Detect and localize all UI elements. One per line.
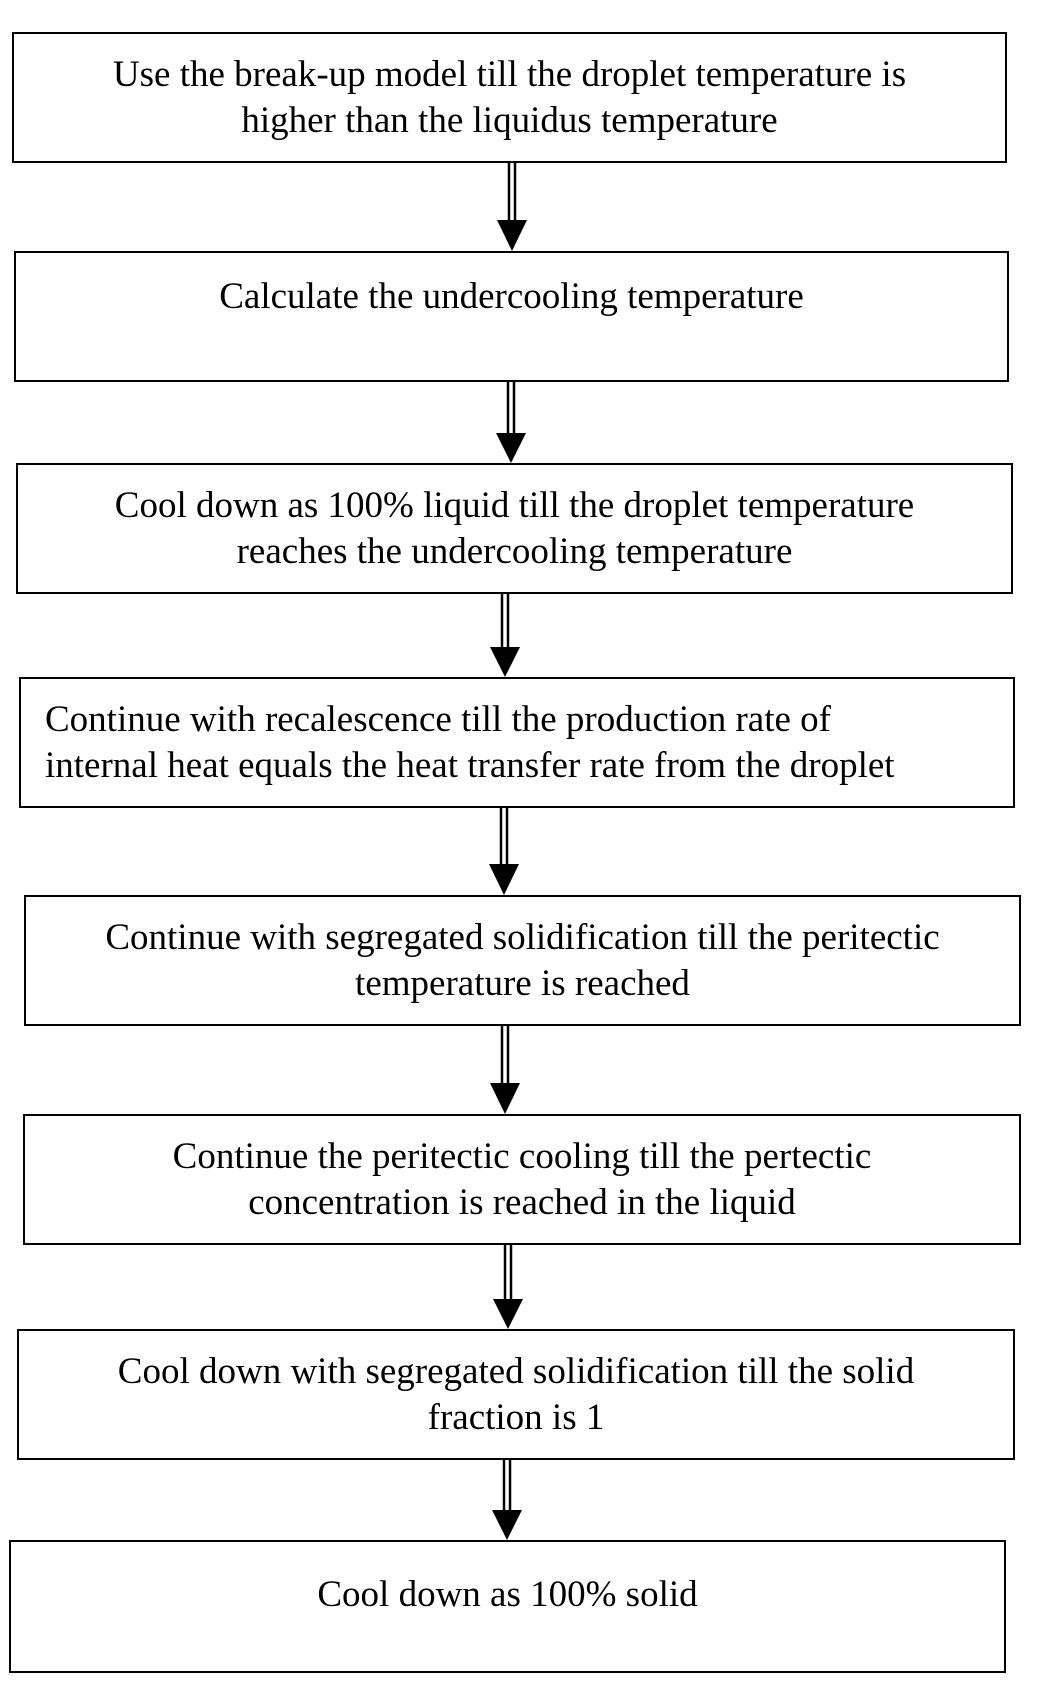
down-double-arrow-2 [491,382,531,464]
flow-step-2-box [14,251,1009,382]
flow-step-4-text: Continue with recalescence till the production rate of internal heat equals the heat transfer rate from the droplet [45,698,895,786]
flow-step-5-text: Continue with segregated solidification till the peritectic temperature is reached [105,916,940,1004]
down-double-arrow-6 [488,1245,528,1330]
down-double-arrow-3 [485,594,525,678]
down-double-arrow-4 [484,808,524,896]
flow-step-4-box [19,677,1015,808]
flow-step-1-text: Use the break-up model till the droplet temperature is higher than the liquidus temperature [112,53,907,141]
flow-step-8-box [9,1540,1006,1673]
down-double-arrow-5 [485,1026,525,1115]
flow-step-2-text: Calculate the undercooling temperature [219,275,804,317]
flow-step-1-box [12,32,1007,163]
flow-step-8-text: Cool down as 100% solid [317,1573,698,1615]
flow-step-6-text: Continue the peritectic cooling till the pertectic concentration is reached in the liquid [172,1135,872,1223]
flow-step-6-box [23,1114,1021,1245]
down-double-arrow-1 [492,163,532,252]
flow-step-7-box [17,1329,1015,1460]
down-double-arrow-7 [487,1460,527,1541]
flow-step-5-box [24,895,1021,1026]
flow-step-3-box [16,463,1013,594]
flow-step-7-text: Cool down with segregated solidification till the solid fraction is 1 [117,1350,915,1438]
flow-step-3-text: Cool down as 100% liquid till the droplet temperature reaches the undercooling temperature [114,484,915,572]
